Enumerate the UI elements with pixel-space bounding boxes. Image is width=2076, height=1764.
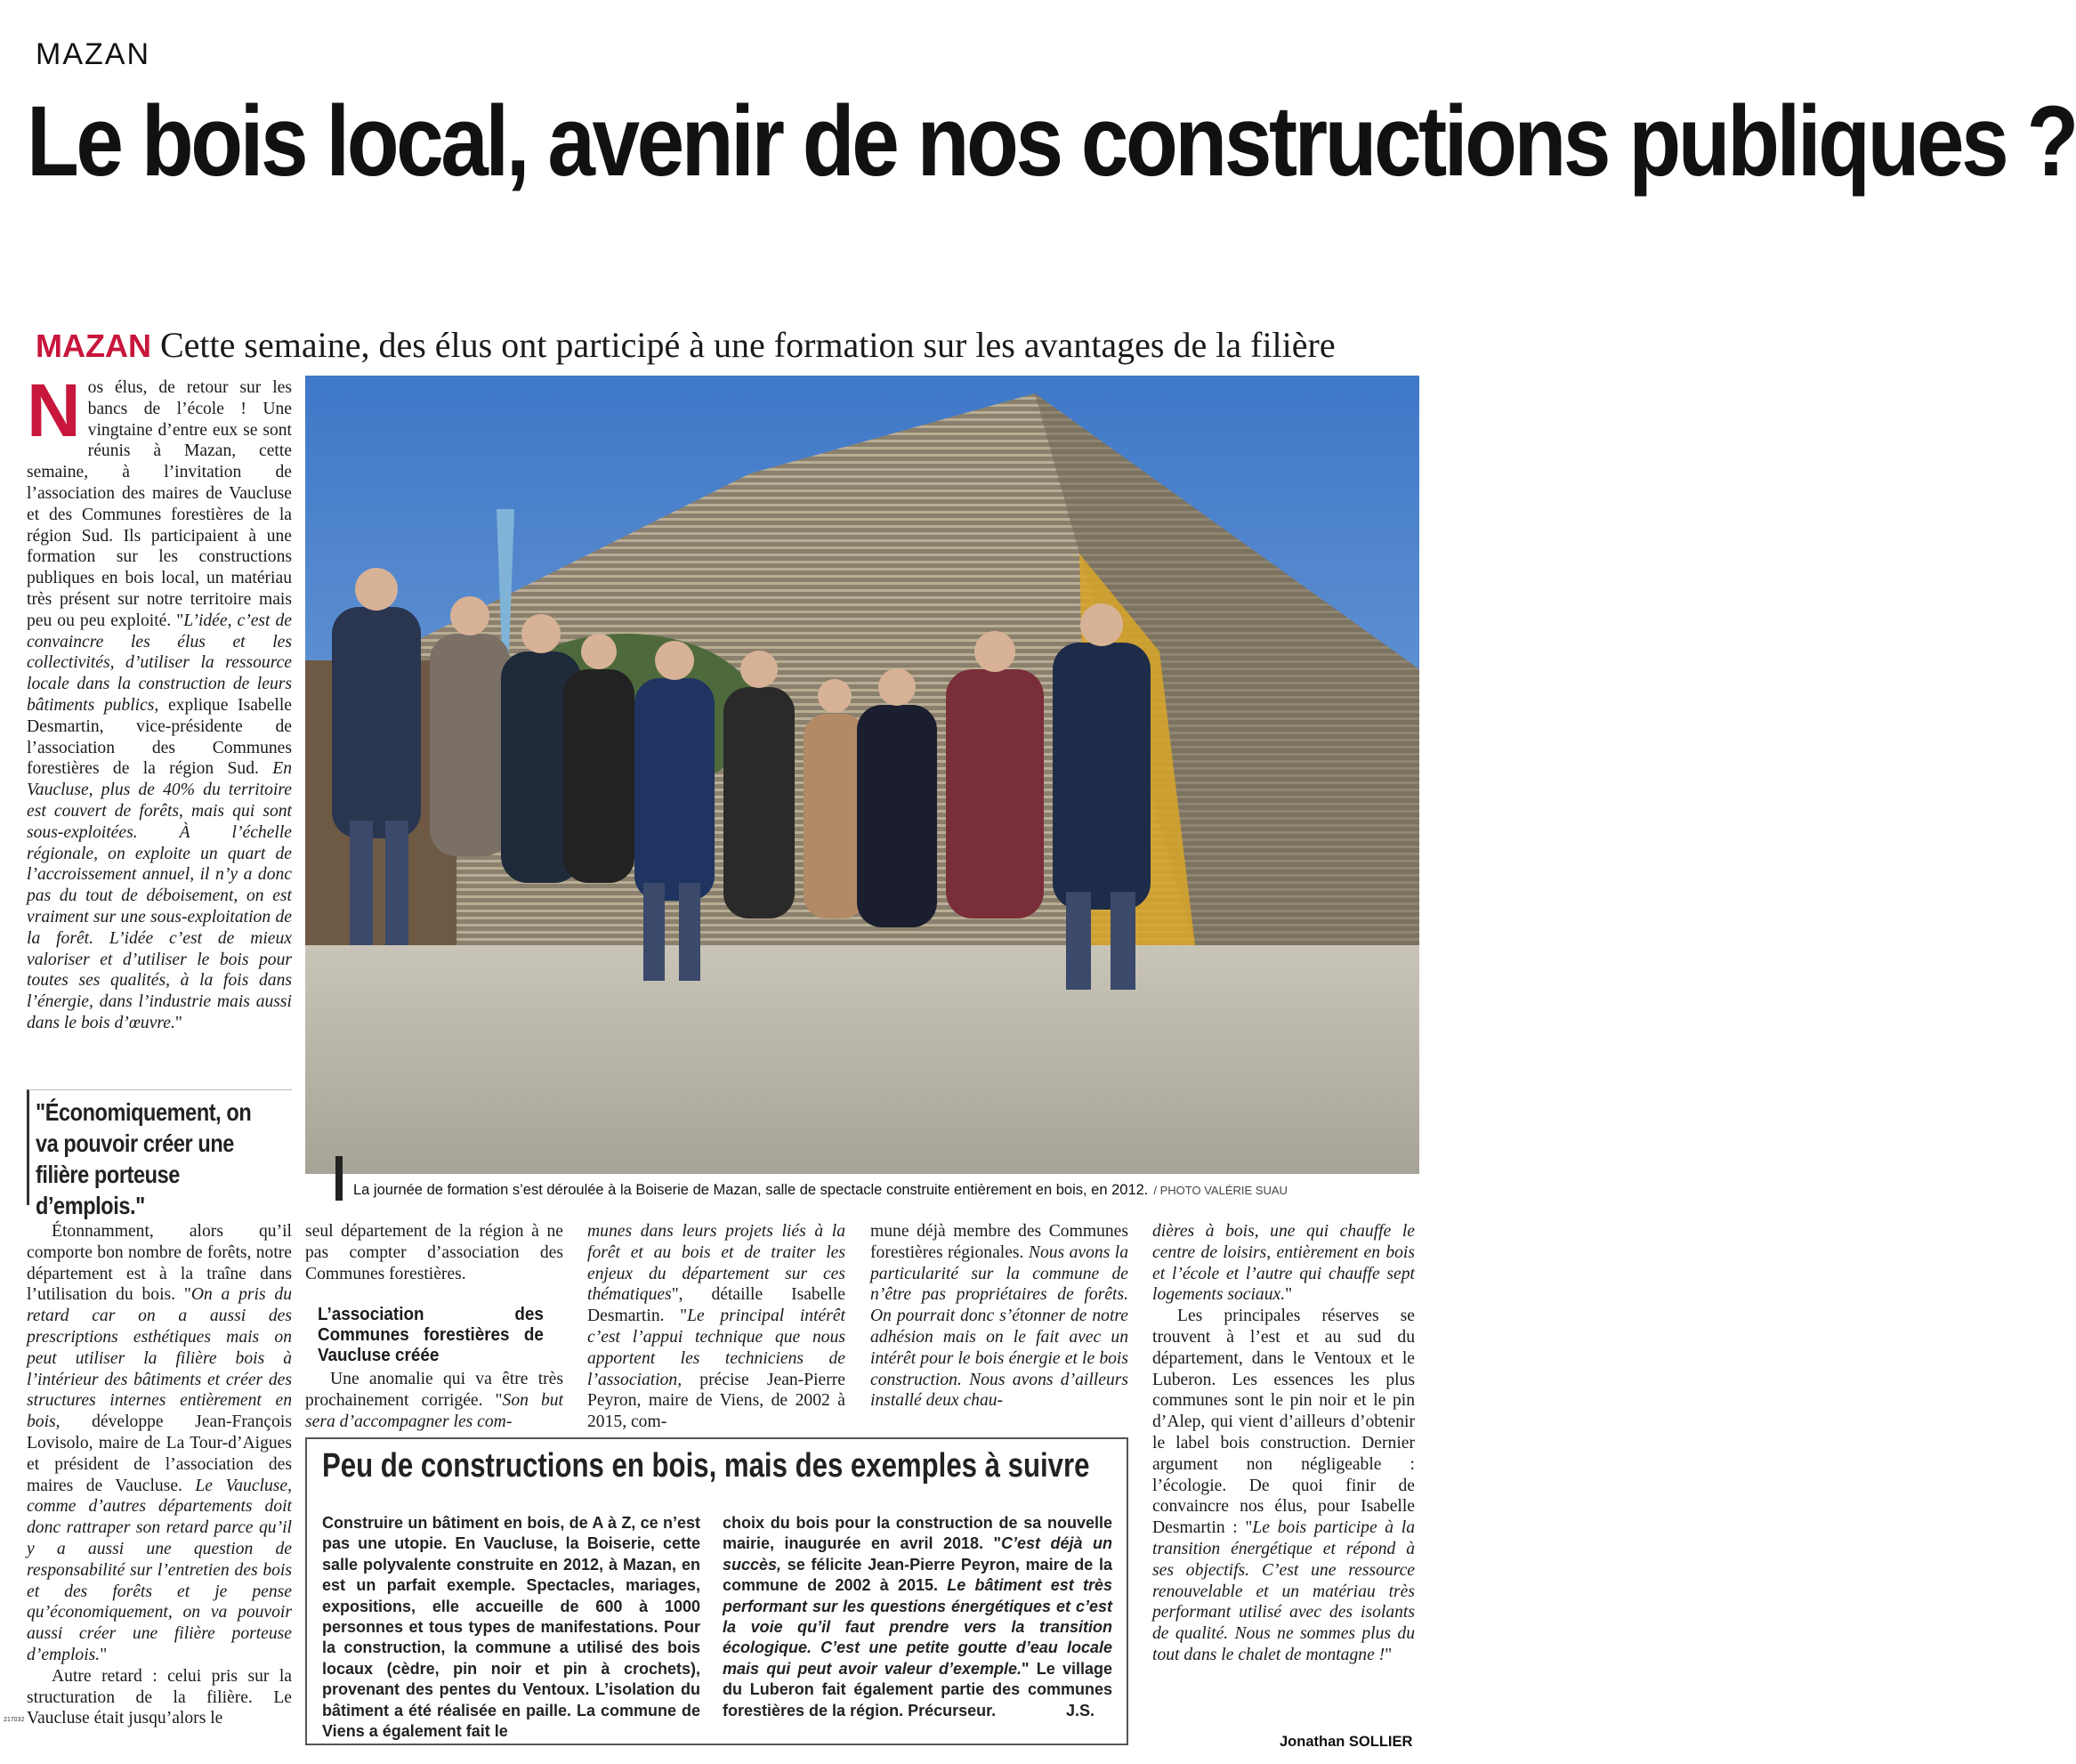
intertitle: L’association des Communes forestières de Vaucluse créée [318,1304,544,1366]
body-column-1 [27,1221,292,1729]
c3-text-a: ", détaille Isabelle Desmartin. " [587,1285,845,1326]
c5-quote-a: dières à bois, une qui chauffe le centre de loisirs, entièrement en bois et l’école et l’autre qui chauffe sept logements sociaux. [1152,1222,1415,1305]
c5-text-b: Les principales réserves se trouvent à l’est et au sud du département, dans le Ventoux et le Luberon. Les essences les plus communes sont le pin noir et le pin d’Alep, qui vient d’ailleurs d’obtenir le label bois construction. Dernier argument non négligeable : l’écologie. De quoi finir de convaincre nos élus, pour Isabelle Desmartin : " [1152,1307,1415,1538]
photo-caption [353,1182,1421,1199]
sb-quote-a: C’est déjà un succès, [723,1534,1112,1574]
c4-quote: Nous avons la particularité sur la commune de n’être pas propriétaires de forêts. On pourrait donc s’étonner de notre adhésion mais on le fait avec un intérêt pour le bois énergie et le bois construction. Nous avons d’ailleurs installé deux chau- [870,1242,1128,1411]
c3-quote-a: munes dans leurs projets liés à la forêt et au bois et de traiter les enjeux du département sur ces thématiques [587,1222,845,1305]
c3-text-b: précise Jean-Pierre Peyron, maire de Viens, de 2002 à 2015, com- [587,1370,845,1432]
c1-text-a: Étonnamment, alors qu’il comporte bon nombre de forêts, notre département est à la traîne dans l’utilisation du bois. " [27,1222,292,1305]
c2-quote: Son but sera d’accompagner les com- [305,1391,563,1431]
lead-text: os élus, de retour sur les bancs de l’école ! Une vingtaine d’entre eux se sont réunis à Mazan, cette semaine, à l’invitation de l’association des maires de Vaucluse et des Communes forestières de la région Sud. Ils participaient à une formation sur les constructions publiques en bois local, un matériau très présent sur notre territoire mais peu ou peu exploité. " [27,378,292,630]
sb-quote-b: Le bâtiment est très performant sur les questions énergétiques et c’est la voie qu’il faut prendre vers la transition écologique. C’est une petite goutte d’eau locale mais qui peut avoir valeur d’exemple. [723,1576,1112,1678]
c5-quote-b: Le bois participe à la transition énergétique et répond à ses objectifs. C’est une ressource renouvelable et un matériau très performant utilisé avec des isolants de qualité. Nous ne sommes plus du tout dans le chalet de montagne ! [1152,1518,1415,1664]
subhead-text: Cette semaine, des élus ont participé à une formation sur les avantages de la filière [159,325,1336,365]
lead-text-2: explique Isabelle Desmartin, vice-présidente de l’association des Communes forestières de la région Sud. [27,695,292,779]
kicker-location: MAZAN [36,37,150,71]
sidebar-column-1: Construire un bâtiment en bois, de A à Z, ce n’est pas une utopie. En Vaucluse, la Boiserie, cette salle polyvalente construite en 2012, à Mazan, en est un parfait exemple. Spectacles, mariages, expositions, elle accueille de 600 à 1000 personnes et tous types de manifestations. Pour la construction, la commune a utilisé des bois locaux (cèdre, pin noir et pin à crochets), provenant des pentes du Ventoux. L’isolation du bâtiment a été réalisée en paille. La commune de Viens a également fait le [322,1514,700,1741]
body-column-2 [305,1221,563,1433]
sidebar-column-2 [723,1513,1112,1721]
pull-quote: "Économiquement, on va pouvoir créer une filière porteuse d’emplois." [36,1098,252,1219]
c1-quote-a: On a pris du retard car on a aussi des prescriptions esthétiques mais on peut utiliser la filière bois à l’intérieur des bâtiments et créer des structures internes entièrement en bois, [27,1285,292,1432]
c1-quote-b: Le Vaucluse, comme d’autres départements doit donc rattraper son retard parce qu’il y a aussi une question de responsabilité sur l’entretien des bois et des forêts et je pense qu’économiquement, on va pouvoir aussi créer une filière porteuse d’emplois. [27,1476,292,1664]
lead-paragraph [27,368,292,1034]
lead-close: " [174,1013,182,1032]
body-column-5 [1152,1221,1415,1666]
sidebar-initials: J.S. [1065,1701,1095,1719]
c2-text: Une anomalie qui va être très prochainement corrigée. " [305,1370,563,1411]
c1-text-b: développe Jean-François Lovisolo, maire de La Tour-d’Aigues et président de l’association des maires de Vaucluse. [27,1412,292,1495]
dropcap: N [27,368,81,452]
subhead [36,324,1424,368]
page-title: Le bois local, avenir de nos constructions publiques ? [27,85,2076,197]
c5-text-c: " [1385,1645,1393,1664]
sb-text-a: choix du bois pour la construction de sa nouvelle mairie, inaugurée en avril 2018. " [723,1514,1112,1553]
c1-text-c: " [100,1645,108,1664]
side-code: 217032 [4,1717,25,1723]
author-byline: Jonathan SOLLIER [1280,1734,1413,1750]
c3-quote-b: Le principal intérêt c’est l’appui technique que nous apportent les techniciens de l’association, [587,1307,845,1389]
c2-paragraph-1: seul département de la région à ne pas compter d’association des Communes forestières. [305,1222,563,1283]
subhead-location: MAZAN [36,328,151,364]
c4-text: mune déjà membre des Communes forestières régionales. [870,1222,1128,1262]
sb-text-c: " Le village du Luberon fait également partie des communes forestières de la région. Précurseur. [723,1659,1112,1719]
lead-quote: L’idée, c’est de convaincre les élus et les collectivités, d’utiliser la ressource locale dans la construction de leurs bâtiments publics, [27,611,292,715]
caption-marker [335,1156,343,1201]
sb-text-b: se félicite Jean-Pierre Peyron, maire de la commune de 2002 à 2015. [723,1555,1112,1595]
body-column-4 [870,1221,1128,1412]
article-photo [305,376,1419,1174]
lead-quote-2: En Vaucluse, plus de 40% du territoire est couvert de forêts, mais qui sont sous-exploitées. À l’échelle régionale, on exploite un quart de l’accroissement annuel, il n’y a donc pas du tout de déboisement, on est vraiment sur une sous-exploitation de la forêt. L’idée c’est de mieux valoriser et d’utiliser le bois pour toutes ses qualités, à la fois dans l’énergie, dans l’industrie mais aussi dans le bois d’œuvre. [27,759,292,1032]
body-column-3 [587,1221,845,1433]
photo-credit: / PHOTO VALÉRIE SUAU [1153,1184,1288,1197]
photo-illustration [305,376,1419,1174]
caption-text: La journée de formation s’est déroulée à la Boiserie de Mazan, salle de spectacle construite entièrement en bois, en 2012. [353,1182,1149,1198]
sidebar-title: Peu de constructions en bois, mais des exemples à suivre [322,1447,1090,1485]
c5-text-a: " [1285,1285,1293,1305]
c1-paragraph-2: Autre retard : celui pris sur la structuration de la filière. Le Vaucluse était jusqu’alors le [27,1666,292,1728]
